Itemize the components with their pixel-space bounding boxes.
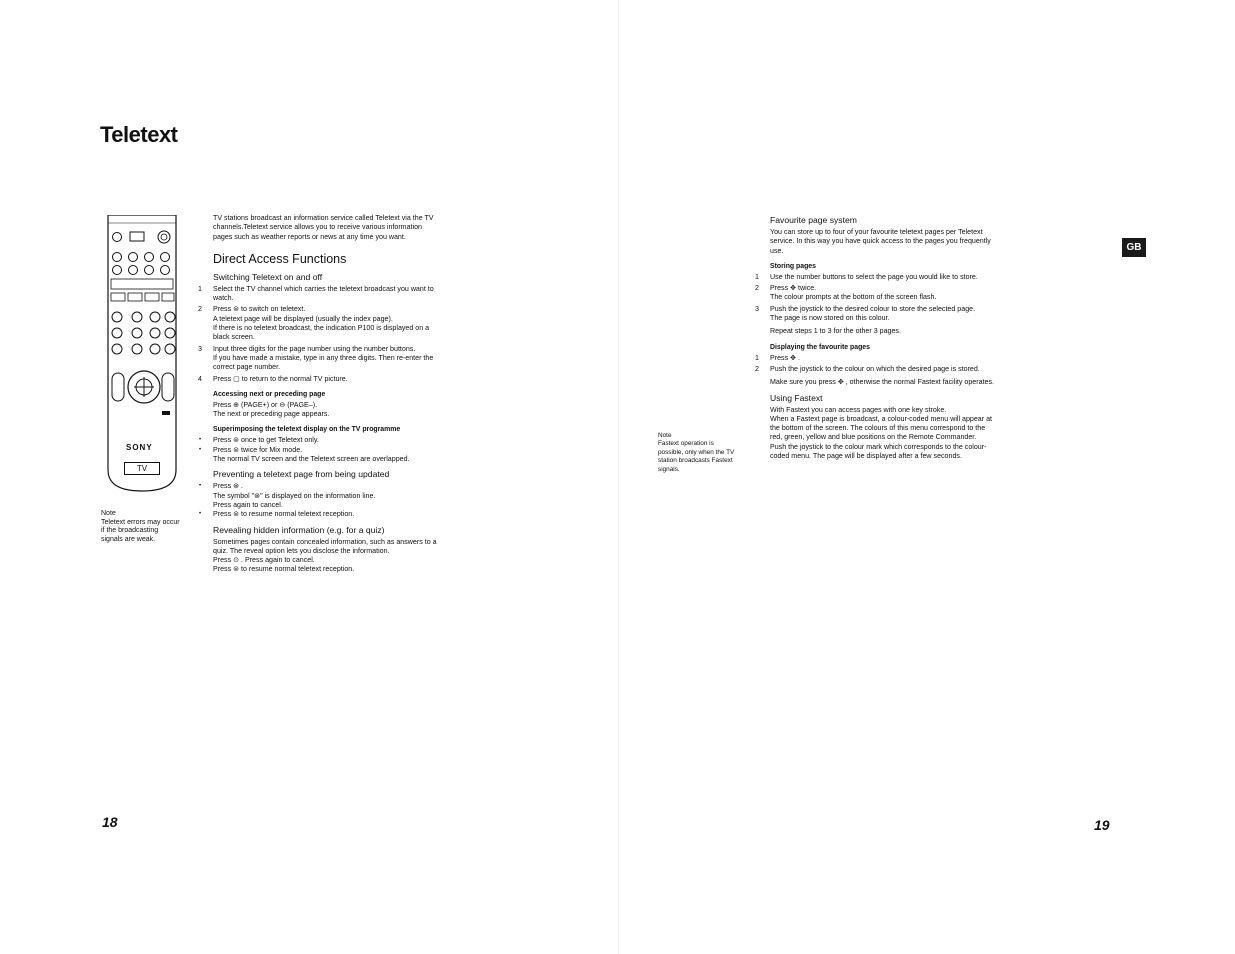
storing-repeat: Repeat steps 1 to 3 for the other 3 pages. bbox=[770, 327, 901, 336]
page-fold bbox=[618, 0, 619, 954]
step-text: If there is no teletext broadcast, the indication P100 is displayed on a black screen. bbox=[213, 324, 430, 342]
storing-step-1 bbox=[755, 272, 996, 282]
superimposing-text: The normal TV screen and the Teletext screen are overlapped. bbox=[213, 455, 410, 464]
step-text: Press ⊜ to switch on teletext. bbox=[213, 305, 306, 314]
fastext-heading: Using Fastext bbox=[770, 392, 823, 403]
displaying-step-2 bbox=[755, 364, 996, 374]
step-number: 2 bbox=[198, 305, 202, 314]
step-number: 4 bbox=[198, 374, 202, 383]
storing-step-2 bbox=[755, 284, 996, 303]
step-text: The page is now stored on this colour. bbox=[770, 314, 890, 323]
note-label: Note bbox=[658, 432, 672, 439]
revealing-heading: Revealing hidden information (e.g. for a quiz) bbox=[213, 524, 385, 535]
column-right-page bbox=[755, 215, 996, 461]
accessing-heading: Accessing next or preceding page bbox=[213, 390, 326, 398]
favourite-intro: You can store up to four of your favourite teletext pages per Teletext service. In this way you have quick access to the pages you frequently use. bbox=[770, 228, 991, 255]
accessing-text: Press ⊕ (PAGE+) or ⊖ (PAGE–). bbox=[213, 400, 318, 409]
step-number: 3 bbox=[198, 344, 202, 353]
note-label: Note bbox=[101, 510, 116, 517]
note-left bbox=[101, 510, 181, 544]
displaying-heading: Displaying the favourite pages bbox=[770, 343, 870, 351]
step-number: 1 bbox=[755, 353, 759, 362]
step-text: Press ✥ twice. bbox=[770, 284, 817, 293]
switching-step-1 bbox=[198, 284, 441, 304]
preventing-text: The symbol "⊛" is displayed on the information line. bbox=[213, 491, 376, 500]
step-text: If you have made a mistake, type in any three digits. Then re-enter the correct page number. bbox=[213, 353, 434, 372]
remote-brand-logo: SONY bbox=[126, 443, 153, 452]
revealing-text: Press ⊙ . Press again to cancel. bbox=[213, 556, 315, 565]
step-text: Input three digits for the page number using the number buttons. bbox=[213, 344, 416, 353]
preventing-heading: Preventing a teletext page from being updated bbox=[213, 469, 390, 480]
switching-heading: Switching Teletext on and off bbox=[213, 271, 323, 282]
storing-step-3 bbox=[755, 304, 996, 324]
direct-access-heading: Direct Access Functions bbox=[213, 251, 347, 266]
accessing-text: The next or preceding page appears. bbox=[213, 410, 330, 419]
step-text: Use the number buttons to select the page you would like to store. bbox=[770, 272, 978, 281]
switching-step-3 bbox=[198, 344, 441, 373]
language-badge: GB bbox=[1122, 238, 1146, 257]
preventing-text: Press again to cancel. bbox=[213, 500, 283, 509]
superimposing-bullet: • Press ⊜ twice for Mix mode. bbox=[213, 446, 441, 455]
storing-heading: Storing pages bbox=[770, 262, 816, 270]
revealing-text: Press ⊜ to resume normal teletext reception. bbox=[213, 565, 355, 574]
favourite-heading: Favourite page system bbox=[770, 215, 857, 225]
remote-control-illustration bbox=[104, 215, 180, 493]
page-number-left: 18 bbox=[102, 814, 118, 830]
displaying-text: Make sure you press ✥ , otherwise the normal Fastext facility operates. bbox=[770, 378, 994, 387]
step-text: Select the TV channel which carries the teletext broadcast you want to watch. bbox=[213, 284, 434, 303]
remote-tv-label: TV bbox=[124, 462, 160, 475]
column-left-page bbox=[198, 214, 441, 575]
fastext-text: When a Fastext page is broadcast, a colour-coded menu will appear at the bottom of the screen. The colours of this menu correspond to the red, green, yellow and blue positions on the Remote Commander. bbox=[770, 414, 992, 442]
step-text: The colour prompts at the bottom of the screen flash. bbox=[770, 293, 937, 302]
preventing-bullet: • Press ⊛ . bbox=[213, 482, 441, 491]
page-number-right: 19 bbox=[1094, 817, 1110, 833]
step-text: A teletext page will be displayed (usually the index page). bbox=[213, 314, 393, 323]
note-text: Teletext errors may occur if the broadcasting signals are weak. bbox=[101, 518, 180, 543]
step-number: 2 bbox=[755, 364, 759, 373]
fastext-text: Push the joystick to the colour mark which corresponds to the colour-coded menu. The page will be displayed after a few seconds. bbox=[770, 442, 987, 461]
step-text: Push the joystick to the colour on which the desired page is stored. bbox=[770, 364, 980, 373]
preventing-bullet: • Press ⊜ to resume normal teletext reception. bbox=[213, 510, 441, 519]
step-text: Push the joystick to the desired colour to store the selected page. bbox=[770, 304, 976, 313]
superimposing-bullet: • Press ⊜ once to get Teletext only. bbox=[213, 436, 441, 445]
step-number: 2 bbox=[755, 284, 759, 293]
revealing-text: Sometimes pages contain concealed information, such as answers to a quiz. The reveal option lets you disclose the information. bbox=[213, 537, 437, 555]
fastext-text: With Fastext you can access pages with one key stroke. bbox=[770, 405, 947, 414]
step-number: 1 bbox=[755, 272, 759, 281]
displaying-step-1 bbox=[755, 353, 996, 363]
superimposing-heading: Superimposing the teletext display on the TV programme bbox=[213, 426, 401, 434]
step-text: Press ▢ to return to the normal TV picture. bbox=[213, 374, 348, 383]
page-title: Teletext bbox=[100, 122, 178, 147]
step-number: 3 bbox=[755, 304, 759, 313]
switching-step-4 bbox=[198, 374, 441, 384]
intro-paragraph: TV stations broadcast an information service called Teletext via the TV channels.Teletext service allows you to receive various information pages such as weather reports or news at any time you want. bbox=[213, 214, 434, 241]
step-number: 1 bbox=[198, 284, 202, 293]
note-fastext bbox=[658, 432, 738, 474]
switching-step-2 bbox=[198, 305, 441, 342]
step-text: Press ✥ . bbox=[770, 353, 800, 362]
note-text: Fastext operation is possible, only when the TV station broadcasts Fastext signals. bbox=[658, 440, 735, 473]
